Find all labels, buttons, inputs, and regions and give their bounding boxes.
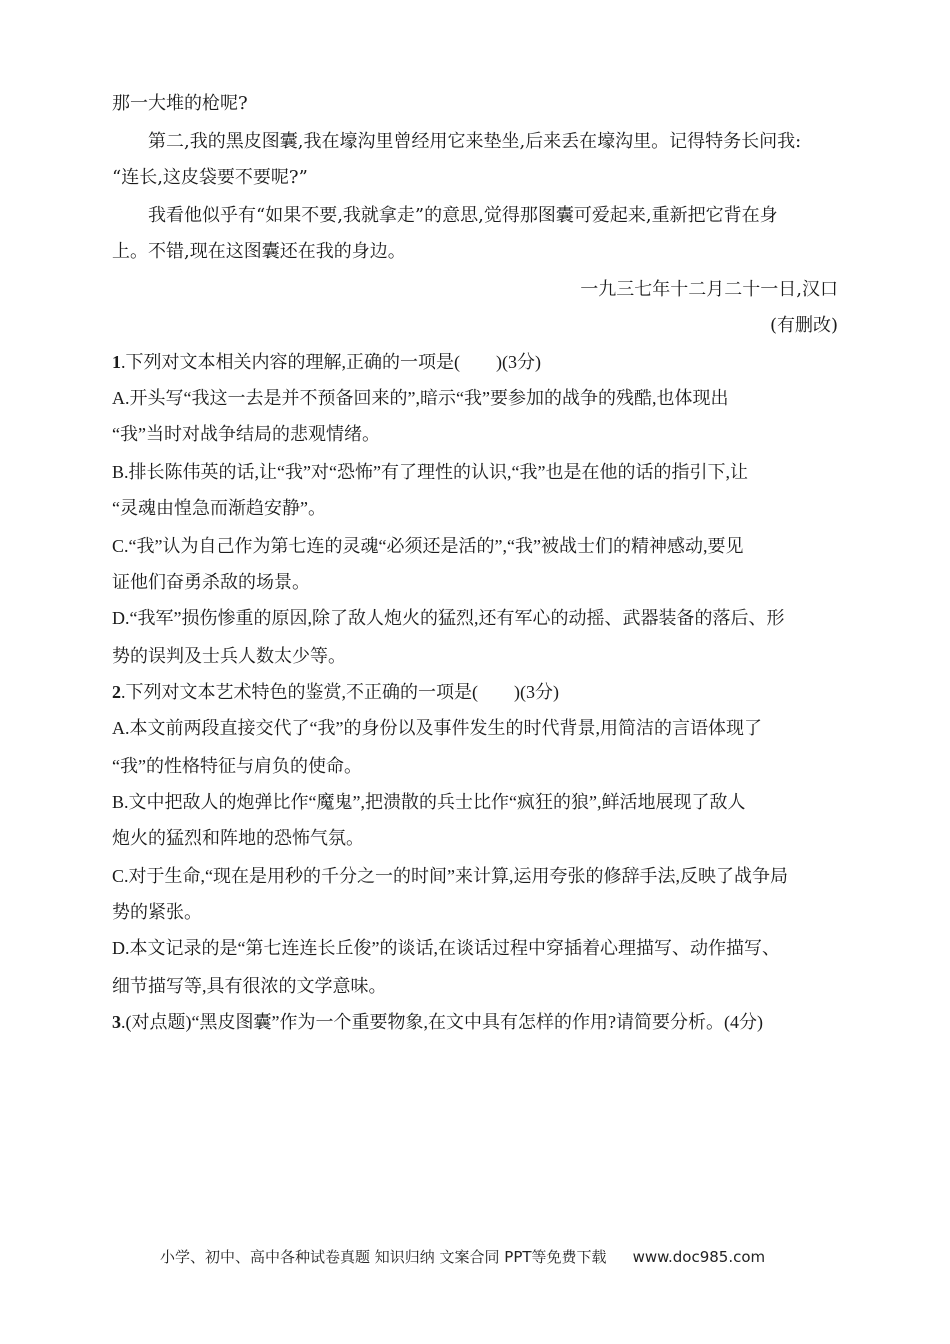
question-text: .下列对文本艺术特色的鉴赏,不正确的一项是( )(3分) <box>121 682 559 702</box>
option-q2-d-line2: 细节描写等,具有很浓的文学意味。 <box>112 976 387 996</box>
question-number: 3 <box>112 1012 121 1032</box>
option-q1-c-line1: C.“我”认为自己作为第七连的灵魂“必须还是活的”,“我”被战士们的精神感动,要见 <box>112 536 744 556</box>
option-q1-a-line1: A.开头写“我这一去是并不预备回来的”,暗示“我”要参加的战争的残酷,也体现出 <box>112 388 729 408</box>
option-q2-b-line2: 炮火的猛烈和阵地的恐怖气氛。 <box>112 828 364 848</box>
option-q2-c-line2: 势的紧张。 <box>112 902 202 922</box>
footer <box>160 1245 765 1269</box>
option-q2-a-line1: A.本文前两段直接交代了“我”的身份以及事件发生的时代背景,用简洁的言语体现了 <box>112 718 762 738</box>
option-q1-a-line2: “我”当时对战争结局的悲观情绪。 <box>112 424 380 444</box>
passage-line: 我看他似乎有“如果不要,我就拿走”的意思,觉得那图囊可爱起来,重新把它背在身 <box>148 205 778 226</box>
passage-line: 上。不错,现在这图囊还在我的身边。 <box>112 241 406 262</box>
question-text: .下列对文本相关内容的理解,正确的一项是( )(3分) <box>121 352 541 372</box>
option-q2-b-line1: B.文中把敌人的炮弹比作“魔鬼”,把溃散的兵士比作“疯狂的狼”,鲜活地展现了敌人 <box>112 792 746 812</box>
option-q1-d-line2: 势的误判及士兵人数太少等。 <box>112 646 346 666</box>
question-3-stem <box>112 1010 763 1034</box>
passage-line: 第二,我的黑皮图囊,我在壕沟里曾经用它来垫坐,后来丢在壕沟里。记得特务长问我: <box>148 131 802 152</box>
option-q1-b-line1: B.排长陈伟英的话,让“我”对“恐怖”有了理性的认识,“我”也是在他的话的指引下,让 <box>112 462 748 482</box>
passage-line: 那一大堆的枪呢? <box>112 93 248 114</box>
date-line: 一九三七年十二月二十一日,汉口 <box>580 279 838 300</box>
question-2-stem <box>112 680 559 704</box>
question-number: 2 <box>112 682 121 702</box>
source-note: (有删改) <box>769 315 838 336</box>
option-q1-c-line2: 证他们奋勇杀敌的场景。 <box>112 572 310 592</box>
option-q1-b-line2: “灵魂由惶急而渐趋安静”。 <box>112 498 326 518</box>
question-1-stem <box>112 350 541 374</box>
question-number: 1 <box>112 352 121 372</box>
option-q2-d-line1: D.本文记录的是“第七连连长丘俊”的谈话,在谈话过程中穿插着心理描写、动作描写、 <box>112 938 780 958</box>
footer-text: 小学、初中、高中各种试卷真题 知识归纳 文案合同 PPT等免费下载 <box>160 1248 607 1266</box>
question-text: .(对点题)“黑皮图囊”作为一个重要物象,在文中具有怎样的作用?请简要分析。(4分) <box>121 1012 763 1032</box>
footer-url[interactable]: www.doc985.com <box>632 1248 766 1266</box>
option-q1-d-line1: D.“我军”损伤惨重的原因,除了敌人炮火的猛烈,还有军心的动摇、武器装备的落后、形 <box>112 608 785 628</box>
option-q2-a-line2: “我”的性格特征与肩负的使命。 <box>112 756 362 776</box>
passage-line: “连长,这皮袋要不要呢?” <box>112 167 308 188</box>
option-q2-c-line1: C.对于生命,“现在是用秒的千分之一的时间”来计算,运用夸张的修辞手法,反映了战争局 <box>112 866 788 886</box>
